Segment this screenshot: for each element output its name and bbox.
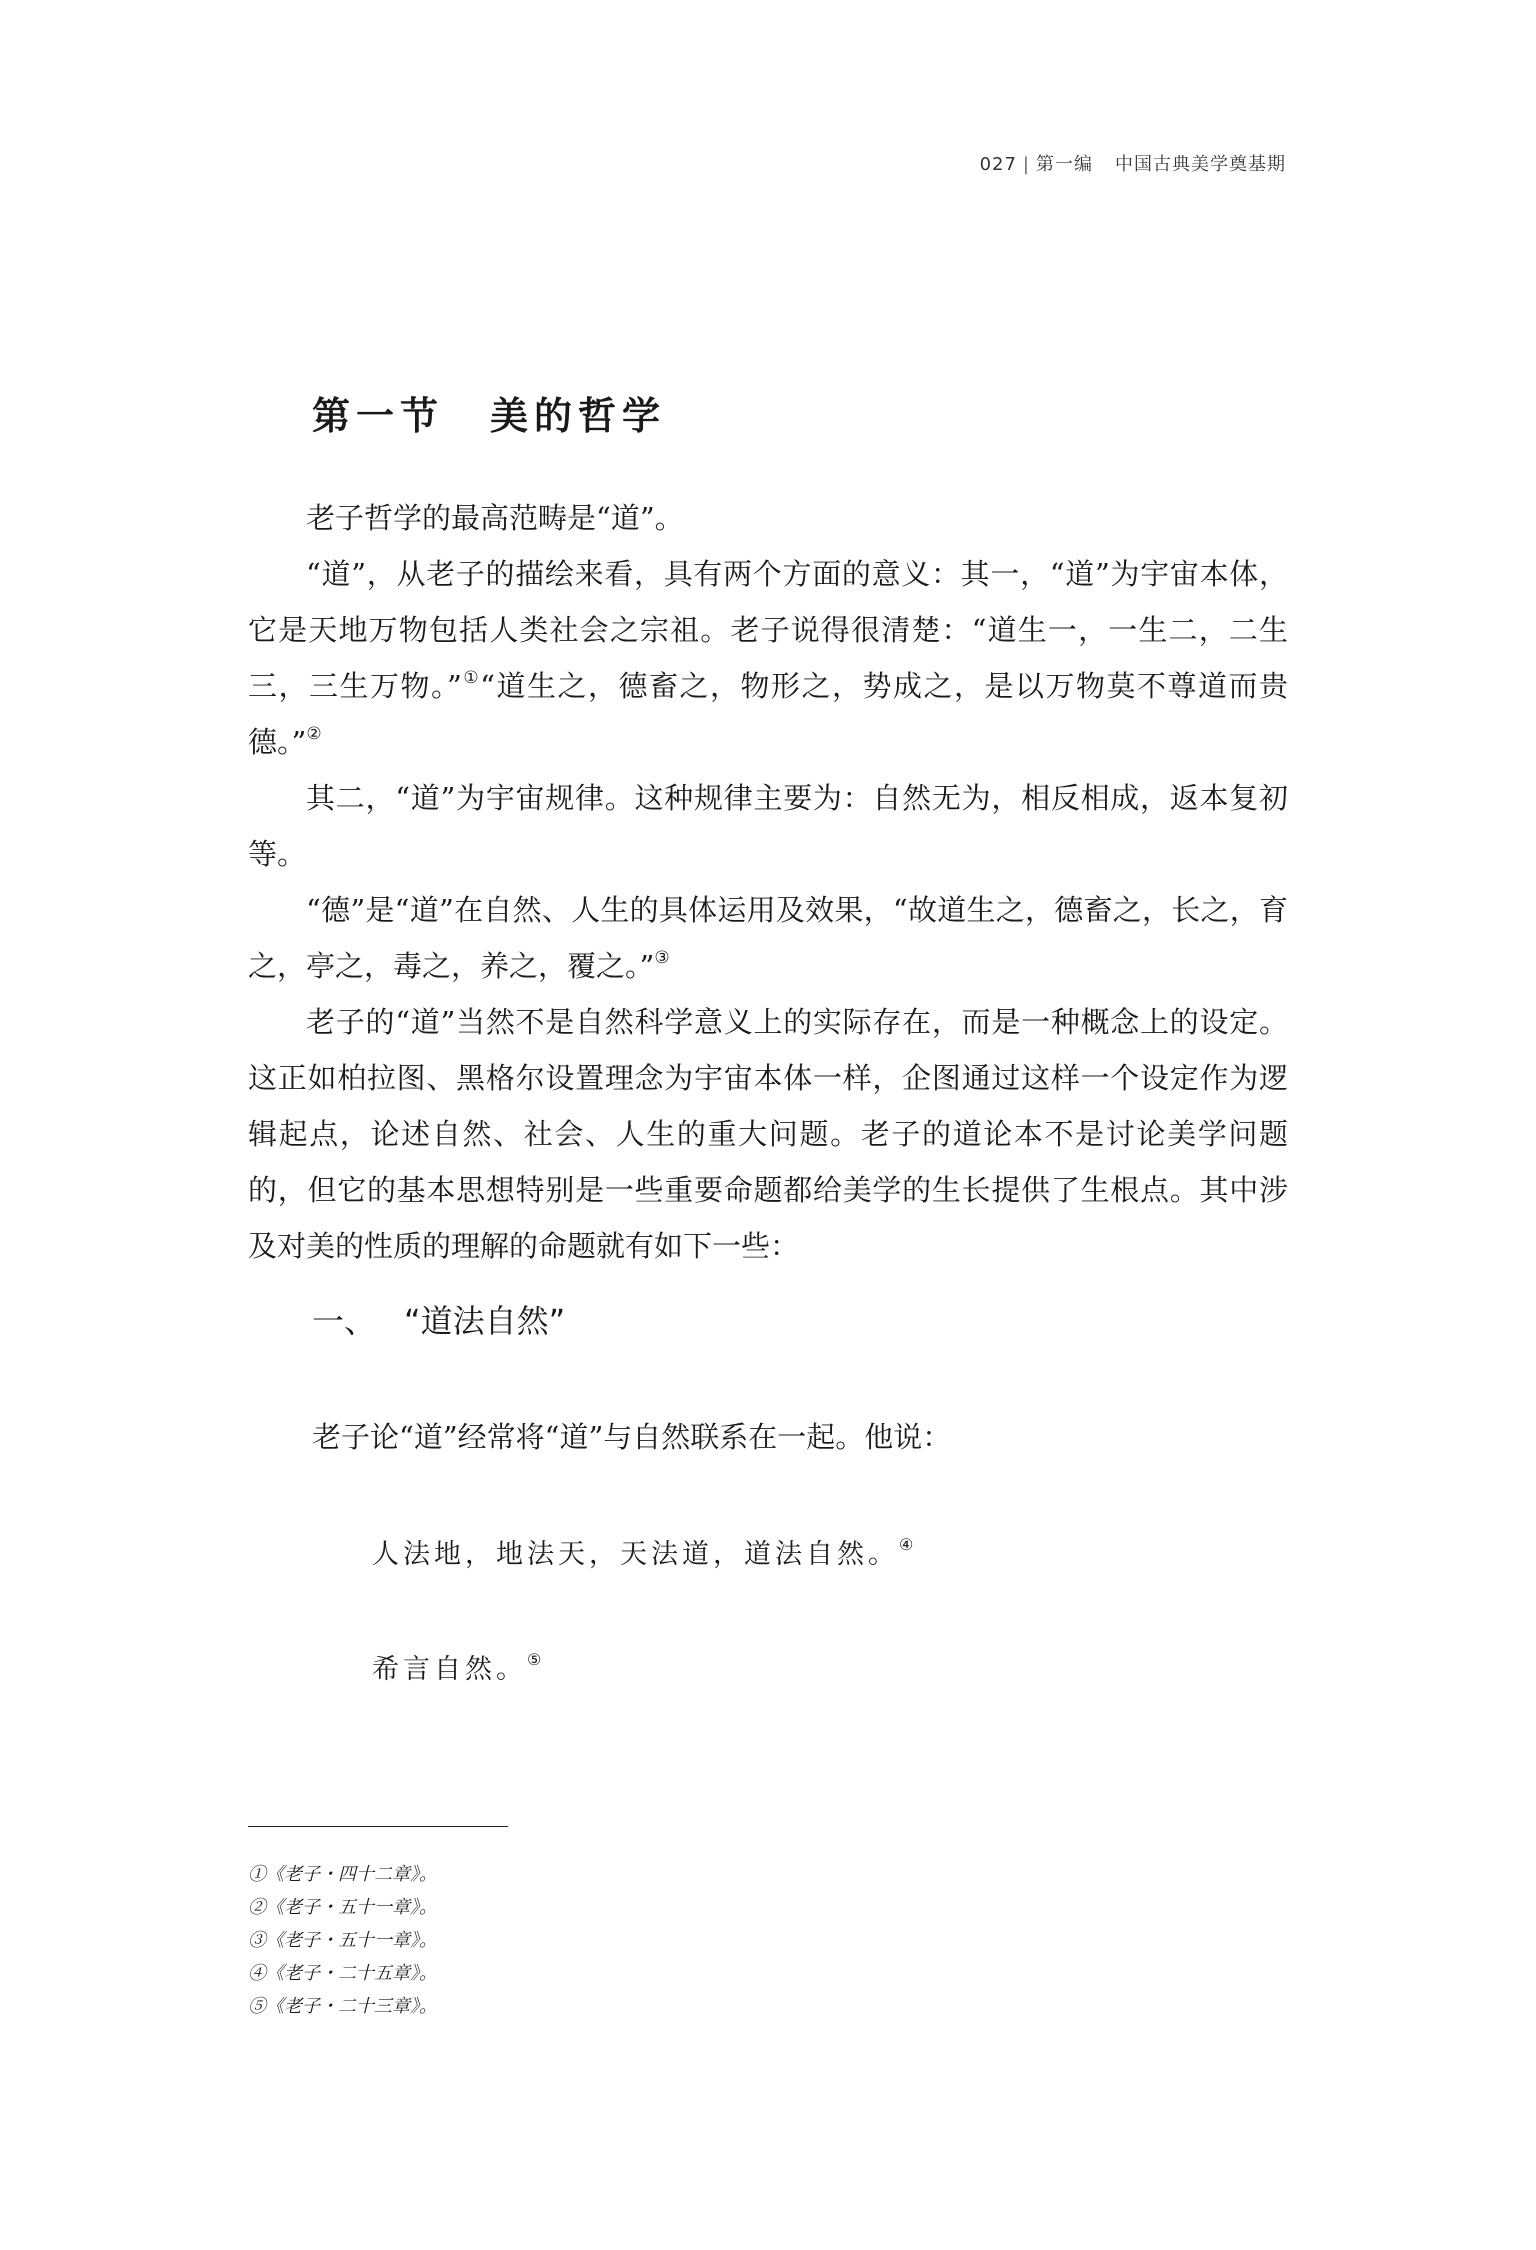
- header-title: 中国古典美学奠基期: [1115, 154, 1286, 175]
- footnote-5: ⑤《老子・二十三章》。: [248, 1996, 437, 2017]
- footnote-2: ②《老子・五十一章》。: [248, 1897, 437, 1918]
- footnotes: [248, 1858, 437, 2023]
- header-part: 第一编: [1036, 154, 1093, 175]
- quote-2: [372, 1647, 541, 1686]
- footnote-1: ①《老子・四十二章》。: [248, 1864, 437, 1885]
- footnote-3: ③《老子・五十一章》。: [248, 1930, 437, 1951]
- paragraph-5-text: 老子的“道”当然不是自然科学意义上的实际存在，而是一种概念上的设定。这正如柏拉图、黑格尔设置理念为宇宙本体一样，企图通过这样一个设定作为逻辑起点，论述自然、社会、人生的重大问题。老子的道论本不是讨论美学问题的，但它的基本思想特别是一些重要命题都给美学的生长提供了生根点。其中涉及对美的性质的理解的命题就有如下一些：: [248, 1005, 1288, 1263]
- header-separator: |: [1022, 154, 1030, 175]
- paragraph-2-text-b: “道生之，德畜之，物形之，势成之，是以万物莫不尊道而贵德。”: [248, 669, 1289, 759]
- footnote-ref-5[interactable]: ⑤: [527, 1650, 542, 1669]
- footnote-divider: [248, 1826, 508, 1827]
- quote-2-text: 希言自然。: [372, 1654, 527, 1685]
- subheading-number: 一、: [312, 1302, 377, 1340]
- running-header: [980, 150, 1286, 176]
- footnote-ref-2[interactable]: ②: [306, 724, 322, 744]
- paragraph-4: [248, 882, 1288, 994]
- paragraph-3-text: 其二，“道”为宇宙规律。这种规律主要为：自然无为，相反相成，返本复初等。: [248, 781, 1288, 871]
- footnote-4: ④《老子・二十五章》。: [248, 1963, 437, 1984]
- paragraph-5: [248, 994, 1288, 1274]
- page-number: 027: [979, 154, 1017, 175]
- lead-paragraph: 老子论“道”经常将“道”与自然联系在一起。他说：: [312, 1420, 952, 1454]
- paragraph-1-text: 老子哲学的最高范畴是“道”。: [306, 501, 684, 535]
- footnote-ref-4[interactable]: ④: [899, 1535, 914, 1554]
- body-text: [248, 490, 1288, 1274]
- paragraph-3: [248, 770, 1288, 882]
- footnote-ref-1[interactable]: ①: [461, 668, 481, 688]
- subheading-title: “道法自然”: [404, 1302, 566, 1340]
- footnote-ref-3[interactable]: ③: [654, 948, 670, 968]
- subheading: [312, 1296, 565, 1342]
- section-number: 第一节: [312, 393, 445, 438]
- paragraph-4-text: “德”是“道”在自然、人生的具体运用及效果，“故道生之，德畜之，长之，育之，亭之，毒之，养之，覆之。”: [248, 893, 1288, 983]
- paragraph-1: [248, 490, 1288, 546]
- section-name: 美的哲学: [490, 393, 667, 438]
- quote-1-text: 人法地，地法天，天法道，道法自然。: [372, 1539, 899, 1570]
- paragraph-2: [248, 546, 1288, 770]
- paragraph-2-text: “道”，从老子的描绘来看，具有两个方面的意义：其一，“道”为宇宙本体，它是天地万物包括人类社会之宗祖。老子说得很清楚：“道生一，一生二，二生三，三生万物。”: [248, 557, 1288, 703]
- quote-1: [372, 1532, 913, 1571]
- section-title: [312, 385, 666, 440]
